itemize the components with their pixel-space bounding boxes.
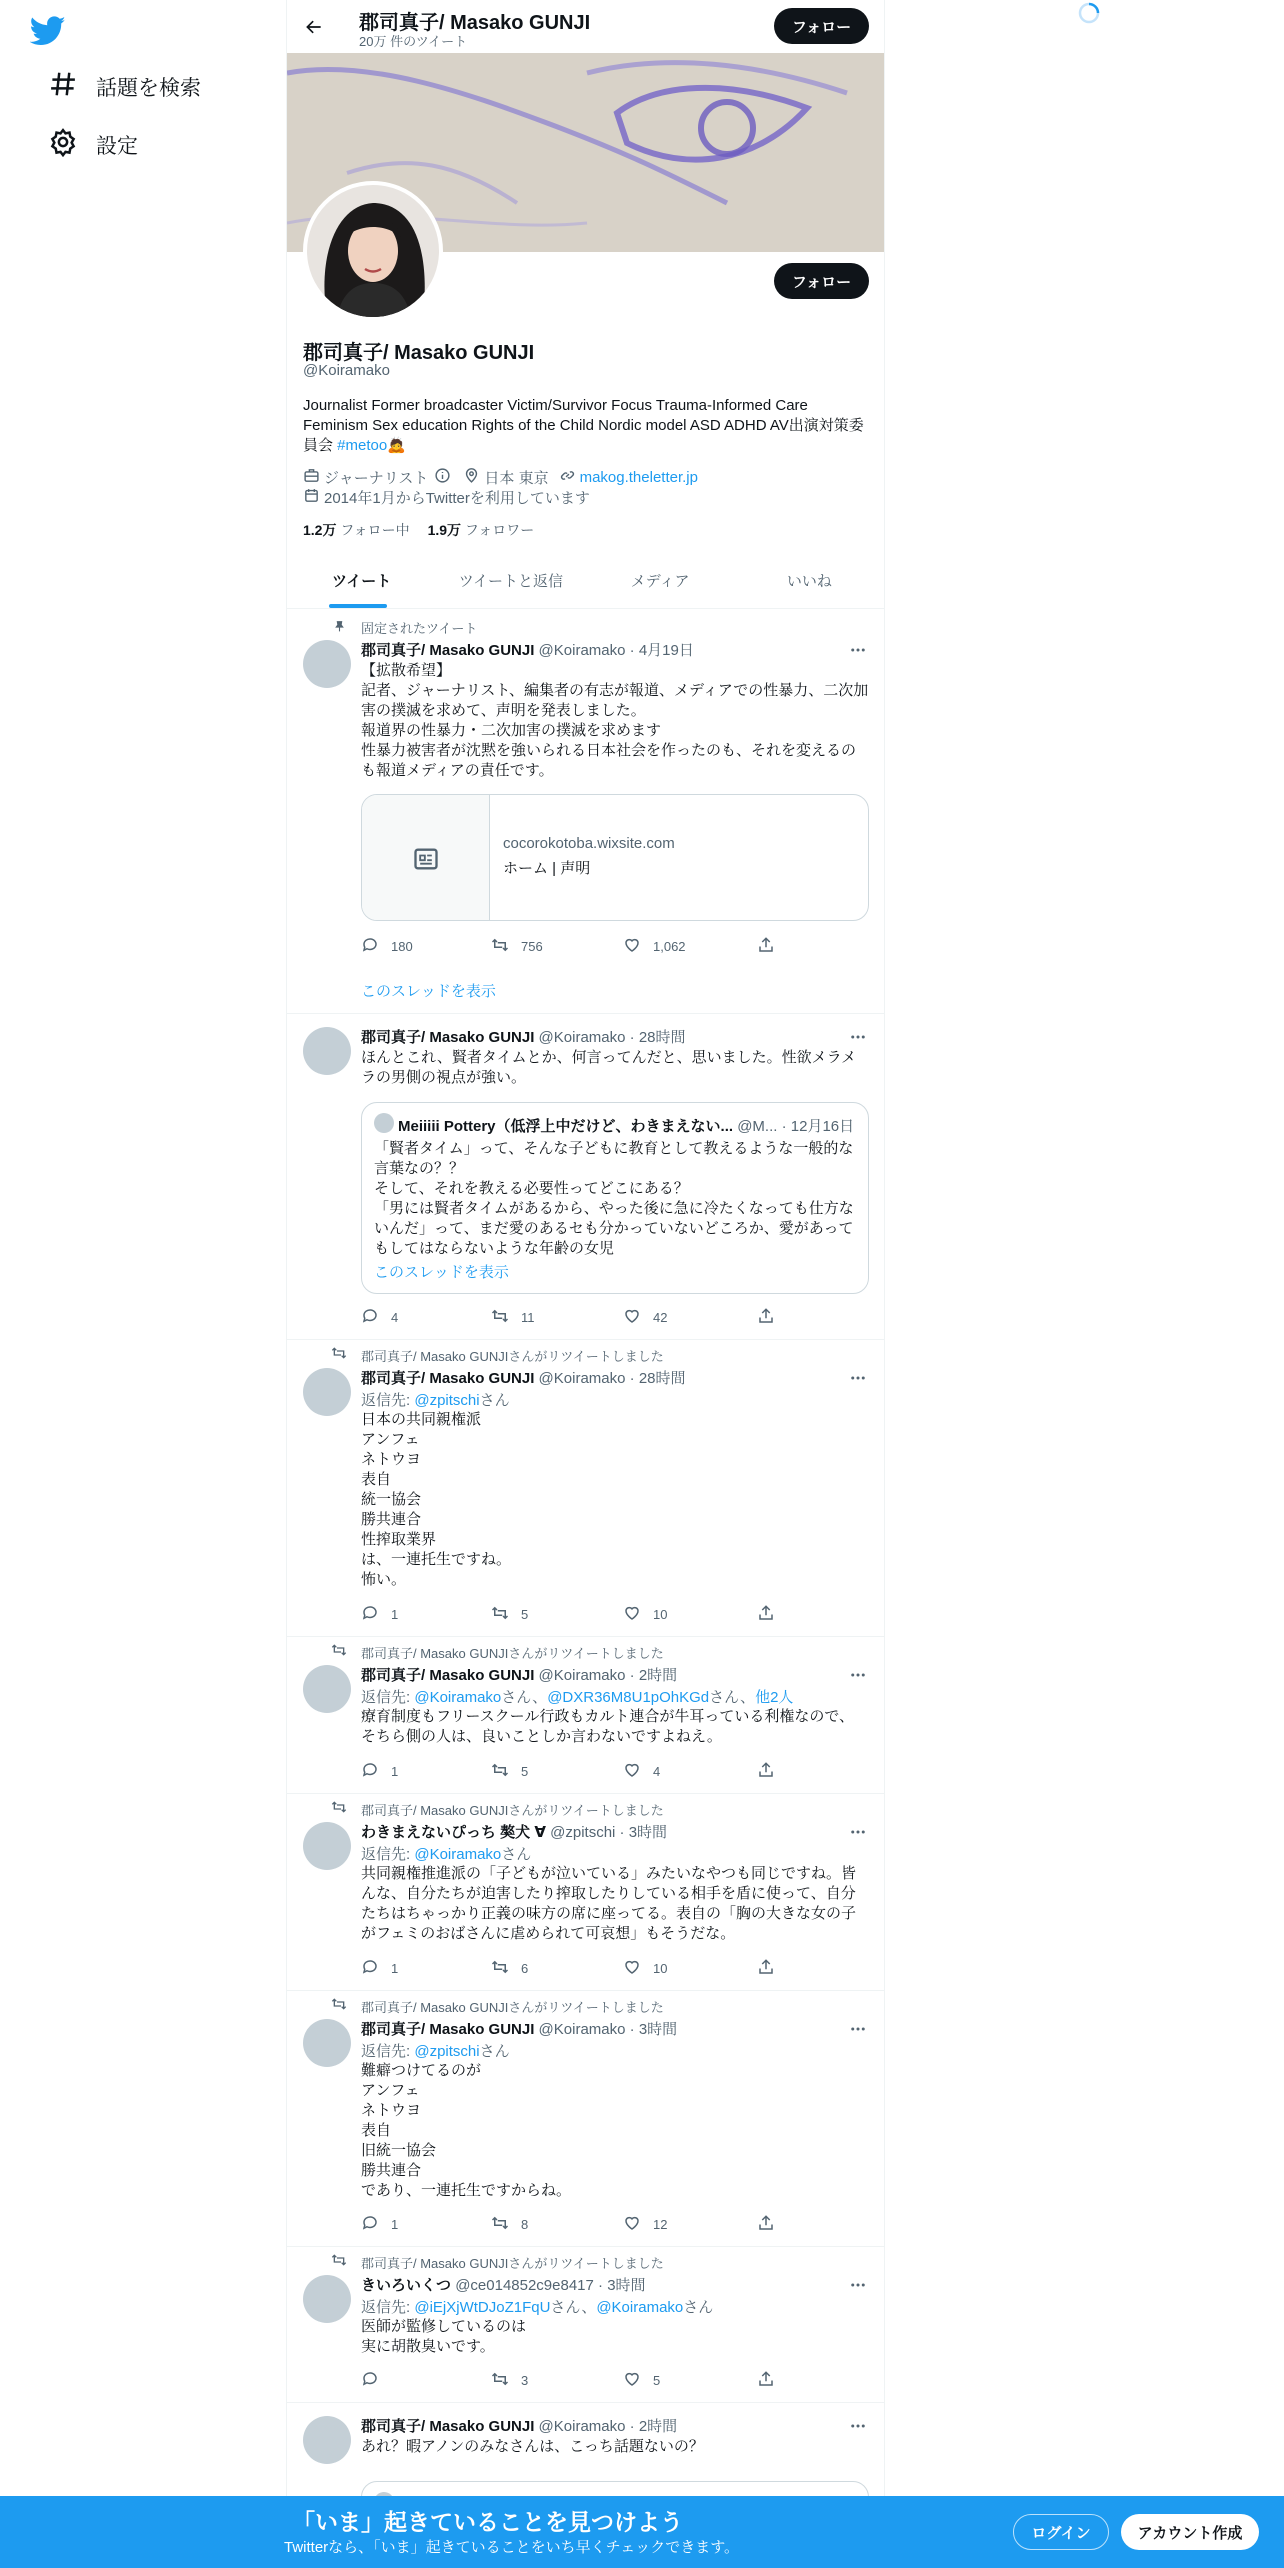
profile-location: 日本 東京 <box>484 470 549 487</box>
tweet-header: 郡司真子/ Masako GUNJI @Koiramako · 2時間 <box>361 2418 678 2435</box>
like-button[interactable] <box>623 1307 667 1328</box>
login-button[interactable]: ログイン <box>1013 2514 1109 2550</box>
card-domain: cocorokotoba.wixsite.com <box>503 835 675 852</box>
reply-prefix: 返信先: <box>361 2043 415 2060</box>
like-button[interactable] <box>623 1761 660 1782</box>
heart-icon <box>623 1604 653 1625</box>
tweet-time[interactable]: 2時間 <box>638 1667 678 1684</box>
twitter-logo-icon[interactable] <box>30 12 66 48</box>
like-button[interactable] <box>623 1604 667 1625</box>
reply-button[interactable] <box>361 1761 398 1782</box>
quote-header: Meiiiii Pottery（低浮上中だけど、わきまえない... @M... · 12月16日 <box>398 1118 855 1135</box>
retweet-count: 3 <box>521 2373 529 2388</box>
reply-icon <box>361 1761 391 1782</box>
more-options-icon[interactable] <box>848 1368 868 1388</box>
reply-to-line <box>361 1843 531 1864</box>
like-count: 12 <box>653 2217 668 2232</box>
retweet-button[interactable] <box>491 1761 528 1782</box>
nav-item-label: 設定 <box>96 135 138 158</box>
reply-to-link[interactable]: @zpitschi <box>414 2043 480 2060</box>
tweet-context <box>361 1800 664 1819</box>
share-button[interactable] <box>757 1761 787 1782</box>
reply-to-link[interactable]: @Koiramako <box>414 1689 502 1706</box>
link-icon <box>559 467 580 488</box>
tweet-avatar[interactable] <box>303 2416 351 2464</box>
quote-author-name: Meiiiii Pottery（低浮上中だけど、わきまえない... <box>398 1118 734 1135</box>
retweet-icon <box>491 2370 521 2391</box>
tweet-author-handle[interactable]: @ce014852c9e8417 <box>455 2277 594 2294</box>
share-icon <box>757 1761 787 1782</box>
reply-button[interactable] <box>361 1958 398 1979</box>
tweet[interactable] <box>287 2247 884 2403</box>
reply-suffix: さん <box>479 1392 510 1409</box>
tweet-header: 郡司真子/ Masako GUNJI @Koiramako · 3時間 <box>361 2021 678 2038</box>
tweet-text: 難癖つけてるのが アンフェ ネトウヨ 表自 旧統一協会 勝共連合 であり、一連托生ですからね。 <box>361 2062 572 2199</box>
share-button[interactable] <box>757 2214 787 2235</box>
tweet-time[interactable]: 28時間 <box>638 1370 686 1387</box>
more-options-icon[interactable] <box>848 2275 868 2295</box>
tweet-actions <box>361 2370 781 2390</box>
share-button[interactable] <box>757 1604 787 1625</box>
header-profile-name: 郡司真子/ Masako GUNJI <box>359 12 591 34</box>
following-link[interactable] <box>303 522 410 538</box>
share-button[interactable] <box>757 1958 787 1979</box>
tab-likes[interactable]: いいね <box>786 572 832 590</box>
signup-button[interactable]: アカウント作成 <box>1121 2514 1259 2550</box>
profile-avatar[interactable] <box>303 181 443 321</box>
tweet-avatar[interactable] <box>303 2275 351 2323</box>
hashtag-icon <box>48 69 78 105</box>
tweet-author-name[interactable]: きいろいくつ <box>361 2277 452 2294</box>
retweet-count: 5 <box>521 1607 529 1622</box>
retweet-icon <box>491 1307 521 1328</box>
reply-button[interactable] <box>361 2214 398 2235</box>
share-icon <box>757 2370 787 2391</box>
retweet-button[interactable] <box>491 2370 528 2391</box>
quote-show-thread-link[interactable]: このスレッドを表示 <box>374 1264 509 1281</box>
like-count: 5 <box>653 2373 661 2388</box>
tweet-author-handle[interactable]: @zpitschi <box>550 1824 616 1841</box>
tweet-time[interactable]: 3時間 <box>628 1824 668 1841</box>
profile-joined-row <box>303 487 590 508</box>
nav-settings[interactable] <box>30 121 138 169</box>
tweet-header: 郡司真子/ Masako GUNJI @Koiramako · 28時間 <box>361 1029 686 1046</box>
reply-to-line <box>361 2040 510 2061</box>
tweet-author-handle[interactable]: @Koiramako <box>538 1667 626 1684</box>
heart-icon <box>623 2370 653 2391</box>
heart-icon <box>623 2214 653 2235</box>
tweet-text: 医師が監修しているのは 実に胡散臭いです。 <box>361 2318 527 2355</box>
followers-link[interactable] <box>428 522 535 538</box>
gear-icon <box>48 127 78 163</box>
profile-joined: 2014年1月からTwitterを利用しています <box>324 490 590 507</box>
tweet-text: 共同親権推進派の「子どもが泣いている」みたいなやつも同じですね。皆んな、自分たちが迫害したり搾取したりしている相手を盾に使って、自分たちはちゃっかり正義の味方の席に座ってる。表自の「胸の大きな女の子がフェミのおばさんに虐められて可哀想」もそうだな。 <box>361 1865 857 1942</box>
tweet-avatar[interactable] <box>303 1027 351 1075</box>
tweet-context <box>361 618 477 637</box>
tweet-context <box>361 2253 664 2272</box>
tweet-actions <box>361 1761 781 1781</box>
tweet-actions <box>361 2214 781 2234</box>
share-icon <box>757 1958 787 1979</box>
like-count: 10 <box>653 1607 668 1622</box>
bio-hashtag-link[interactable]: #metoo <box>337 437 388 454</box>
tweet-time[interactable]: 3時間 <box>638 2021 678 2038</box>
tweet[interactable] <box>287 1014 884 1340</box>
quote-time: 12月16日 <box>790 1118 855 1135</box>
retweet-button[interactable] <box>491 2214 528 2235</box>
tweet-text: 【拡散希望】 記者、ジャーナリスト、編集者の有志が報道、メディアでの性暴力、二次加害の撲滅を求めて、声明を発表しました。 報道界の性暴力・二次加害の撲滅を求めます 性暴力被害者が沈黙を強いられる日本社会を作ったのも、それを変えるのも報道メディアの責任です。 <box>361 662 869 779</box>
tweet[interactable] <box>287 1794 884 1991</box>
header-tweet-count: 20万 件のツイート <box>359 34 468 49</box>
tab-tweets-and-replies[interactable]: ツイートと返信 <box>458 572 563 590</box>
reply-separator: さん、 <box>550 2299 597 2316</box>
more-options-icon[interactable] <box>848 1822 868 1842</box>
context-label: 郡司真子/ Masako GUNJIさんがリツイートしました <box>361 2256 664 2271</box>
signup-banner <box>0 2496 1284 2568</box>
tweet-text: ほんとこれ、賢者タイムとか、何言ってんだと、思いました。性欲メラメラの男側の視点が強い。 <box>361 1049 857 1086</box>
card-title: ホーム | 声明 <box>503 860 591 877</box>
tweet-avatar[interactable] <box>303 640 351 688</box>
tweet-author-name[interactable]: 郡司真子/ Masako GUNJI <box>361 2021 535 2038</box>
heart-icon <box>623 936 653 957</box>
reply-button[interactable] <box>361 1604 398 1625</box>
profile-follow-stats <box>303 520 534 540</box>
retweet-button[interactable] <box>491 936 543 957</box>
tweet-author-handle[interactable]: @Koiramako <box>538 2418 626 2435</box>
tweet-author-handle[interactable]: @Koiramako <box>538 1029 626 1046</box>
share-icon <box>757 936 787 957</box>
nav-item-label: 話題を検索 <box>96 77 201 100</box>
tweet-avatar[interactable] <box>303 2019 351 2067</box>
more-options-icon[interactable] <box>848 2019 868 2039</box>
reply-button[interactable] <box>361 1307 398 1328</box>
reply-count: 1 <box>391 2217 399 2232</box>
share-icon <box>757 1307 787 1328</box>
nav-explore[interactable] <box>30 63 201 111</box>
more-options-icon[interactable] <box>848 1027 868 1047</box>
reply-to-line <box>361 1389 510 1410</box>
retweet-count: 11 <box>521 1310 535 1325</box>
heart-icon <box>623 1761 653 1782</box>
more-options-icon[interactable] <box>848 2416 868 2436</box>
tweet-header: 郡司真子/ Masako GUNJI @Koiramako · 2時間 <box>361 1667 678 1684</box>
reply-suffix: さん <box>683 2299 714 2316</box>
profile-name: 郡司真子/ Masako GUNJI <box>303 342 535 364</box>
reply-count: 4 <box>391 1310 399 1325</box>
profile-category: ジャーナリスト <box>324 470 429 487</box>
header-follow-button[interactable]: フォロー <box>774 8 869 44</box>
tweet[interactable] <box>287 1991 884 2247</box>
retweet-icon <box>491 1761 521 1782</box>
tweet-author-name[interactable]: 郡司真子/ Masako GUNJI <box>361 642 535 659</box>
back-arrow-icon[interactable] <box>297 10 331 44</box>
signup-banner-title: 「いま」起きていることを見つけよう <box>292 2509 683 2535</box>
reply-to-link[interactable]: @zpitschi <box>414 1392 480 1409</box>
bio-emoji: 🙇 <box>387 437 406 454</box>
profile-follow-button[interactable]: フォロー <box>774 263 869 299</box>
following-count: 1.2万 <box>303 522 337 538</box>
tweet-time[interactable]: 4月19日 <box>638 642 694 659</box>
tweet[interactable] <box>287 1637 884 1794</box>
tweet-text: あれ？暇アノンのみなさんは、こっち話題ないの？ <box>361 2438 704 2455</box>
like-count: 10 <box>653 1961 668 1976</box>
show-thread-link[interactable]: このスレッドを表示 <box>361 983 496 1000</box>
reply-others-link[interactable]: 他2人 <box>755 1689 794 1706</box>
reply-to-line <box>361 2296 713 2317</box>
retweet-icon <box>491 936 521 957</box>
reply-to-link[interactable]: @Koiramako <box>414 1846 502 1863</box>
left-nav <box>0 0 286 2568</box>
reply-count: 1 <box>391 1961 399 1976</box>
tweet-context <box>361 1643 664 1662</box>
profile-url-link[interactable]: makog.theletter.jp <box>579 469 698 486</box>
like-button[interactable] <box>623 1958 667 1979</box>
tweet-author-name[interactable]: 郡司真子/ Masako GUNJI <box>361 1029 535 1046</box>
tweet-avatar[interactable] <box>303 1368 351 1416</box>
profile-header-bar <box>287 0 884 53</box>
profile-timeline <box>286 0 885 2568</box>
retweet-icon <box>491 1958 521 1979</box>
tweet-header: きいろいくつ @ce014852c9e8417 · 3時間 <box>361 2277 646 2294</box>
like-button[interactable] <box>623 2370 660 2391</box>
tab-media[interactable]: メディア <box>630 572 690 590</box>
retweet-icon <box>491 1604 521 1625</box>
context-label: 郡司真子/ Masako GUNJIさんがリツイートしました <box>361 1646 664 1661</box>
reply-prefix: 返信先: <box>361 1846 415 1863</box>
context-label: 郡司真子/ Masako GUNJIさんがリツイートしました <box>361 2000 664 2015</box>
calendar-icon <box>303 487 324 508</box>
heart-icon <box>623 1307 653 1328</box>
retweet-count: 5 <box>521 1764 529 1779</box>
reply-to-link[interactable]: @DXR36M8U1pOhKGd <box>547 1689 710 1706</box>
followers-count: 1.9万 <box>427 522 462 538</box>
tab-tweets[interactable]: ツイート <box>287 552 436 608</box>
tweet-author-handle[interactable]: @Koiramako <box>538 1370 626 1387</box>
reply-to-line <box>361 1686 793 1707</box>
tweet-author-handle[interactable]: @Koiramako <box>538 2021 626 2038</box>
share-icon <box>757 1604 787 1625</box>
reply-button[interactable] <box>361 936 413 957</box>
retweet-count: 6 <box>521 1961 529 1976</box>
briefcase-icon <box>303 467 324 488</box>
tweet-context <box>361 1997 664 2016</box>
tweet-actions <box>361 1307 781 1327</box>
reply-separator: さん、 <box>501 1689 548 1706</box>
share-button[interactable] <box>757 2370 787 2391</box>
reply-count: 1 <box>391 1764 399 1779</box>
reply-icon <box>361 2214 391 2235</box>
tweet-pinned[interactable] <box>287 609 884 1014</box>
quote-author-handle: @M... <box>737 1118 778 1135</box>
reply-icon <box>361 1604 391 1625</box>
reply-icon <box>361 2370 391 2391</box>
more-options-icon[interactable] <box>848 1665 868 1685</box>
loading-spinner-icon <box>1078 2 1100 24</box>
tweet-text: 療育制度もフリースクール行政もカルト連合が牛耳っている利権なので、そちら側の人は、良いことしか言わないですよねえ。 <box>361 1708 855 1745</box>
tweet-avatar[interactable] <box>303 1665 351 1713</box>
retweet-icon <box>491 2214 521 2235</box>
reply-prefix: 返信先: <box>361 2299 415 2316</box>
profile-bio <box>303 396 869 456</box>
context-label: 郡司真子/ Masako GUNJIさんがリツイートしました <box>361 1349 664 1364</box>
tweet-text: 日本の共同親権派 アンフェ ネトウヨ 表自 統一協会 勝共連合 性搾取業界 は、一連托生ですね。 怖い。 <box>361 1411 512 1588</box>
tweet-time[interactable]: 2時間 <box>638 2418 678 2435</box>
quote-text: 「賢者タイム」って、そんな子どもに教育として教えるような一般的な言葉なの？？ そして、それを教える必要性ってどこにある？ 「男には賢者タイムがあるから、やった後に急に冷たくなっても仕方ないんだ」って、まだ愛のあるセも分かっていないどころか、愛があってもしてはならないような年齢の女児 <box>374 1140 854 1257</box>
bio-text: Journalist Former broadcaster Victim/Survivor Focus Trauma-Informed Care Feminism Sex education Rights of the Child Nordic model ASD ADHD AV出演対策委員会 <box>303 397 864 454</box>
tweet-author-name[interactable]: 郡司真子/ Masako GUNJI <box>361 1667 535 1684</box>
retweet-count: 8 <box>521 2217 529 2232</box>
tweet-actions <box>361 936 781 956</box>
like-button[interactable] <box>623 936 686 957</box>
info-icon[interactable] <box>434 467 455 488</box>
like-count: 42 <box>653 1310 668 1325</box>
reply-prefix: 返信先: <box>361 1392 415 1409</box>
quote-avatar <box>374 1113 394 1133</box>
retweet-button[interactable] <box>491 1604 528 1625</box>
retweet-button[interactable] <box>491 1958 528 1979</box>
retweet-count: 756 <box>521 939 543 954</box>
like-button[interactable] <box>623 2214 667 2235</box>
retweet-button[interactable] <box>491 1307 535 1328</box>
share-button[interactable] <box>757 936 787 957</box>
tweet-header: 郡司真子/ Masako GUNJI @Koiramako · 4月19日 <box>361 642 694 659</box>
tweet-context <box>361 1346 664 1365</box>
tweet-author-name[interactable]: わきまえないぴっち 獒犬 ∀ <box>361 1824 546 1841</box>
reply-icon <box>361 1307 391 1328</box>
quoted-tweet[interactable] <box>361 1102 869 1294</box>
tweet-header: 郡司真子/ Masako GUNJI @Koiramako · 28時間 <box>361 1370 686 1387</box>
reply-suffix: さん <box>479 2043 510 2060</box>
tweet-header: わきまえないぴっち 獒犬 ∀ @zpitschi · 3時間 <box>361 1824 668 1841</box>
following-label: フォロー中 <box>340 522 410 538</box>
reply-prefix: 返信先: <box>361 1689 415 1706</box>
share-button[interactable] <box>757 1307 787 1328</box>
reply-button[interactable] <box>361 2370 391 2391</box>
like-count: 1,062 <box>653 939 686 954</box>
reply-to-link[interactable]: @Koiramako <box>596 2299 684 2316</box>
tweet-actions <box>361 1604 781 1624</box>
share-icon <box>757 2214 787 2235</box>
reply-count: 180 <box>391 939 413 954</box>
reply-to-link[interactable]: @iEjXjWtDJoZ1FqU <box>414 2299 551 2316</box>
signup-banner-subtitle: Twitterなら、「いま」起きていることをいち早くチェックできます。 <box>284 2539 740 2556</box>
followers-label: フォロワー <box>464 522 535 538</box>
location-icon <box>463 467 484 488</box>
like-count: 4 <box>653 1764 661 1779</box>
more-options-icon[interactable] <box>848 640 868 660</box>
profile-tabs <box>287 552 884 609</box>
reply-count: 1 <box>391 1607 399 1622</box>
reply-separator: さん、 <box>709 1689 756 1706</box>
profile-handle: @Koiramako <box>303 362 390 379</box>
reply-icon <box>361 1958 391 1979</box>
heart-icon <box>623 1958 653 1979</box>
context-label: 固定されたツイート <box>361 621 478 636</box>
article-icon <box>362 795 490 921</box>
tweet-author-handle[interactable]: @Koiramako <box>538 642 626 659</box>
context-label: 郡司真子/ Masako GUNJIさんがリツイートしました <box>361 1803 664 1818</box>
reply-icon <box>361 936 391 957</box>
tweet-author-name[interactable]: 郡司真子/ Masako GUNJI <box>361 2418 535 2435</box>
tweet-author-name[interactable]: 郡司真子/ Masako GUNJI <box>361 1370 535 1387</box>
tweet[interactable] <box>287 1340 884 1637</box>
tweet-time[interactable]: 28時間 <box>638 1029 686 1046</box>
tweet-actions <box>361 1958 781 1978</box>
link-card[interactable] <box>361 794 869 921</box>
tweet-avatar[interactable] <box>303 1822 351 1870</box>
profile-meta-row <box>303 467 698 488</box>
tweet-time[interactable]: 3時間 <box>607 2277 646 2294</box>
reply-suffix: さん <box>501 1846 532 1863</box>
